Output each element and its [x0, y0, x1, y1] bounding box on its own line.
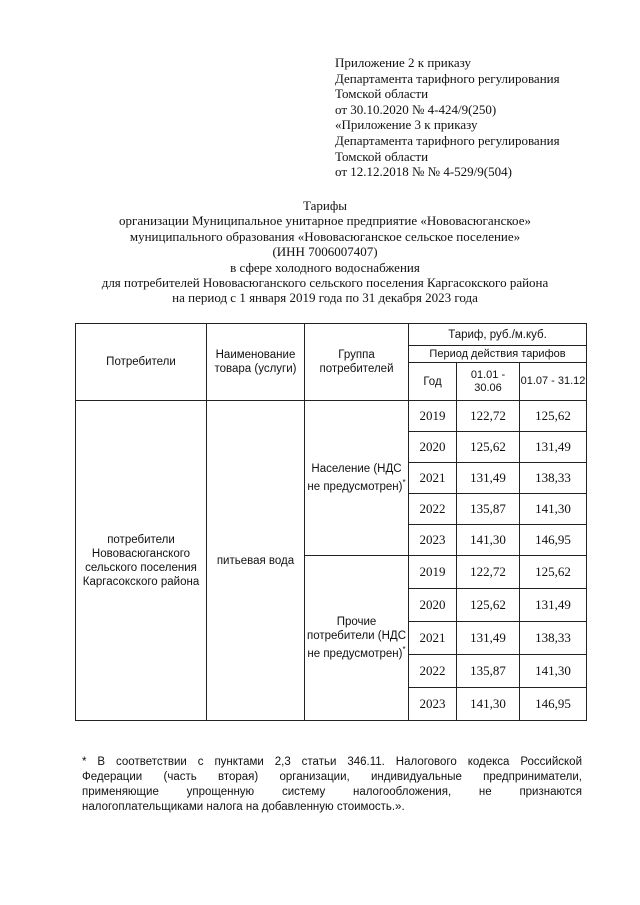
year-cell: 2019: [409, 556, 457, 589]
tariff-h2-cell: 131,49: [520, 432, 587, 463]
year-cell: 2019: [409, 401, 457, 432]
tariff-h1-cell: 131,49: [457, 622, 520, 655]
header-line: «Приложение 3 к приказу: [335, 117, 478, 133]
tariff-h2-cell: 138,33: [520, 622, 587, 655]
consumer-cell: потребители Нововасюганского сельского поселения Каргасокского района: [76, 401, 207, 721]
year-cell: 2020: [409, 589, 457, 622]
header-line: Департамента тарифного регулирования: [335, 70, 560, 86]
header-line: Приложение 2 к приказу: [335, 55, 472, 70]
tariff-h2-cell: 141,30: [520, 494, 587, 525]
tariff-h1-cell: 125,62: [457, 432, 520, 463]
header-line: от 30.10.2020 № 4-424/9(250): [335, 101, 497, 117]
footnote-line: применяющие упрощенную систему налогообложения, не признаются: [82, 786, 582, 798]
title-line: для потребителей Нововасюганского сельского поселения Каргасокского района: [101, 275, 549, 291]
year-cell: 2023: [409, 525, 457, 556]
footnote-line: налогоплательщиками налога на добавленную стоимость.».: [82, 801, 405, 813]
header-period: Период действия тарифов: [409, 346, 587, 363]
tariff-h2-cell: 125,62: [520, 556, 587, 589]
year-cell: 2021: [409, 622, 457, 655]
footnote-mark: *: [402, 478, 406, 488]
tariff-h1-cell: 125,62: [457, 589, 520, 622]
tariff-h1-cell: 141,30: [457, 525, 520, 556]
footnote: [82, 755, 582, 815]
tariff-h1-cell: 122,72: [457, 556, 520, 589]
footnote-line: * В соответствии с пунктами 2,3 статьи 346.11. Налогового кодекса Российской: [82, 756, 582, 768]
group-cell-population: [305, 401, 409, 556]
header-line: от 12.12.2018 № № 4-529/9(504): [335, 164, 512, 180]
title-line: в сфере холодного водоснабжения: [230, 259, 420, 275]
title-line: (ИНН 7006007407): [272, 244, 378, 260]
tariff-h2-cell: 146,95: [520, 525, 587, 556]
header-line: Томской области: [335, 86, 429, 102]
header-tariff: Тариф, руб./м.куб.: [409, 324, 587, 346]
group-cell-other: [305, 556, 409, 721]
title-line: на период с 1 января 2019 года по 31 декабря 2023 года: [172, 290, 478, 306]
year-cell: 2023: [409, 688, 457, 721]
group-name: Прочие потребители (НДС не предусмотрен): [306, 616, 407, 660]
header-year: Год: [409, 363, 457, 401]
tariff-h2-cell: 125,62: [520, 401, 587, 432]
tariff-table: [75, 323, 587, 721]
tariff-h2-cell: 141,30: [520, 655, 587, 688]
footnote-mark: *: [402, 645, 406, 655]
title-line: Тарифы: [302, 198, 347, 213]
tariff-h1-cell: 131,49: [457, 463, 520, 494]
header-consumers: Потребители: [76, 324, 207, 401]
tariff-h1-cell: 122,72: [457, 401, 520, 432]
title-line: организации Муниципальное унитарное предприятие «Нововасюганское»: [119, 213, 531, 229]
appendix-header: [335, 55, 625, 180]
document-title: [40, 198, 610, 306]
group-name: Население (НДС не предусмотрен): [307, 463, 403, 493]
header-half2: 01.07 - 31.12: [520, 363, 587, 401]
title-line: муниципального образования «Нововасюганское сельское поселение»: [129, 228, 521, 244]
tariff-h1-cell: 135,87: [457, 494, 520, 525]
tariff-h2-cell: 131,49: [520, 589, 587, 622]
year-cell: 2022: [409, 655, 457, 688]
header-line: Департамента тарифного регулирования: [335, 132, 560, 148]
goods-cell: питьевая вода: [207, 401, 305, 721]
tariff-h2-cell: 138,33: [520, 463, 587, 494]
year-cell: 2020: [409, 432, 457, 463]
year-cell: 2022: [409, 494, 457, 525]
table-row: [76, 401, 587, 432]
header-goods: Наименование товара (услуги): [207, 324, 305, 401]
footnote-line: Федерации (часть вторая) организации, индивидуальные предприниматели,: [82, 771, 582, 783]
header-line: Томской области: [335, 148, 429, 164]
tariff-h1-cell: 141,30: [457, 688, 520, 721]
header-half1: 01.01 - 30.06: [457, 363, 520, 401]
tariff-h1-cell: 135,87: [457, 655, 520, 688]
header-group: Группа потребителей: [305, 324, 409, 401]
year-cell: 2021: [409, 463, 457, 494]
tariff-h2-cell: 146,95: [520, 688, 587, 721]
